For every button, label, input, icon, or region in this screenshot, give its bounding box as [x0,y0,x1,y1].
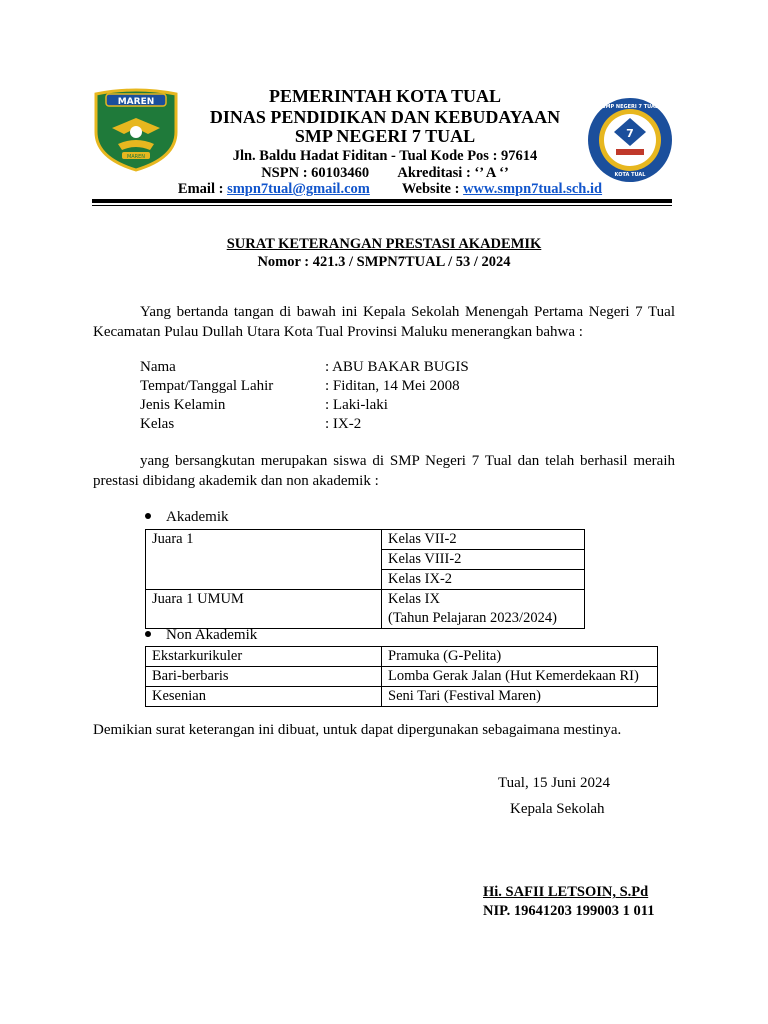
student-value: : Laki-laki [325,397,388,413]
table-cell: Pramuka (G-Pelita) [382,647,658,667]
letterhead-rule-thick [92,199,672,203]
document-number: Nomor : 421.3 / SMPN7TUAL / 53 / 2024 [257,254,511,270]
badge-ring-label: SMP NEGERI 7 TUAL [601,104,659,110]
badge-number: 7 [626,127,634,140]
student-label: Nama [140,359,176,375]
email-link[interactable]: smpn7tual@gmail.com [227,181,370,197]
table-row [146,590,585,629]
badge-bottom-label: KOTA TUAL [614,172,646,178]
non-academic-heading [145,627,257,644]
student-value: : ABU BAKAR BUGIS [325,359,469,375]
website-link[interactable]: www.smpn7tual.sch.id [463,181,603,197]
student-value: : Fiditan, 14 Mei 2008 [325,378,460,394]
table-row [146,687,658,707]
email-label: Email : [177,181,228,197]
letterhead-address: Jln. Baldu Hadat Fiditan - Tual Kode Pos : 97614 [232,148,538,164]
non-academic-table [145,646,658,707]
table-row [146,667,658,687]
letterhead-department: DINAS PENDIDIKAN DAN KEBUDAYAAN [209,107,561,127]
bullet-icon [145,513,151,519]
student-label: Kelas [140,416,175,432]
bullet-icon [145,631,151,637]
letterhead-rule-thin [92,205,672,206]
signatory-nip: NIP. 19641203 199003 1 011 [483,903,655,919]
table-cell: Kesenian [146,687,382,707]
table-row [146,647,658,667]
letterhead-contact [120,181,660,198]
emblem-top-label: MAREN [117,97,155,107]
document-title: SURAT KETERANGAN PRESTASI AKADEMIK [226,236,542,252]
table-cell: Lomba Gerak Jalan (Hut Kemerdekaan RI) [382,667,658,687]
closing-sentence: Demikian surat keterangan ini dibuat, untuk dapat dipergunakan sebagaimana mestinya. [93,722,622,738]
student-label: Tempat/Tanggal Lahir [140,378,274,394]
table-cell: Kelas VII-2 [382,530,585,550]
signature-role: Kepala Sekolah [510,801,605,817]
table-cell: Juara 1 UMUM [146,590,382,629]
non-academic-heading-label: Non Akademik [166,627,258,643]
table-cell [382,590,585,629]
emblem-ribbon-label: MAREN [126,154,146,160]
table-cell: Kelas IX-2 [382,570,585,590]
website-label: Website : [401,181,464,197]
letterhead-nspn: NSPN : 60103460 Akreditasi : ‘’ A ‘’ [261,165,509,181]
signatory-name: Hi. SAFII LETSOIN, S.Pd [483,884,649,900]
statement-paragraph [93,451,675,491]
table-cell: Seni Tari (Festival Maren) [382,687,658,707]
umum-year: (Tahun Pelajaran 2023/2024) [388,610,557,626]
table-cell: Juara 1 [146,530,382,590]
intro-paragraph [93,302,675,342]
umum-class: Kelas IX [388,591,440,607]
letterhead-government: PEMERINTAH KOTA TUAL [268,86,502,106]
academic-table [145,529,585,629]
student-value: : IX-2 [325,416,362,432]
intro-text: Yang bertanda tangan di bawah ini Kepala Sekolah Menengah Pertama Negeri 7 Tual Kecamatan Pulau Dullah Utara Kota Tual Provinsi Maluku menerangkan bahwa : [93,304,675,340]
table-cell: Kelas VIII-2 [382,550,585,570]
table-cell: Ekstarkurikuler [146,647,382,667]
signature-place-date: Tual, 15 Juni 2024 [498,775,610,791]
statement-text: yang bersangkutan merupakan siswa di SMP Negeri 7 Tual dan telah berhasil meraih prestasi dibidang akademik dan non akademik : [93,453,675,489]
letterhead-school: SMP NEGERI 7 TUAL [294,126,476,146]
table-row [146,530,585,550]
academic-heading [145,509,228,526]
academic-heading-label: Akademik [166,509,229,525]
table-cell: Bari-berbaris [146,667,382,687]
student-label: Jenis Kelamin [140,397,226,413]
